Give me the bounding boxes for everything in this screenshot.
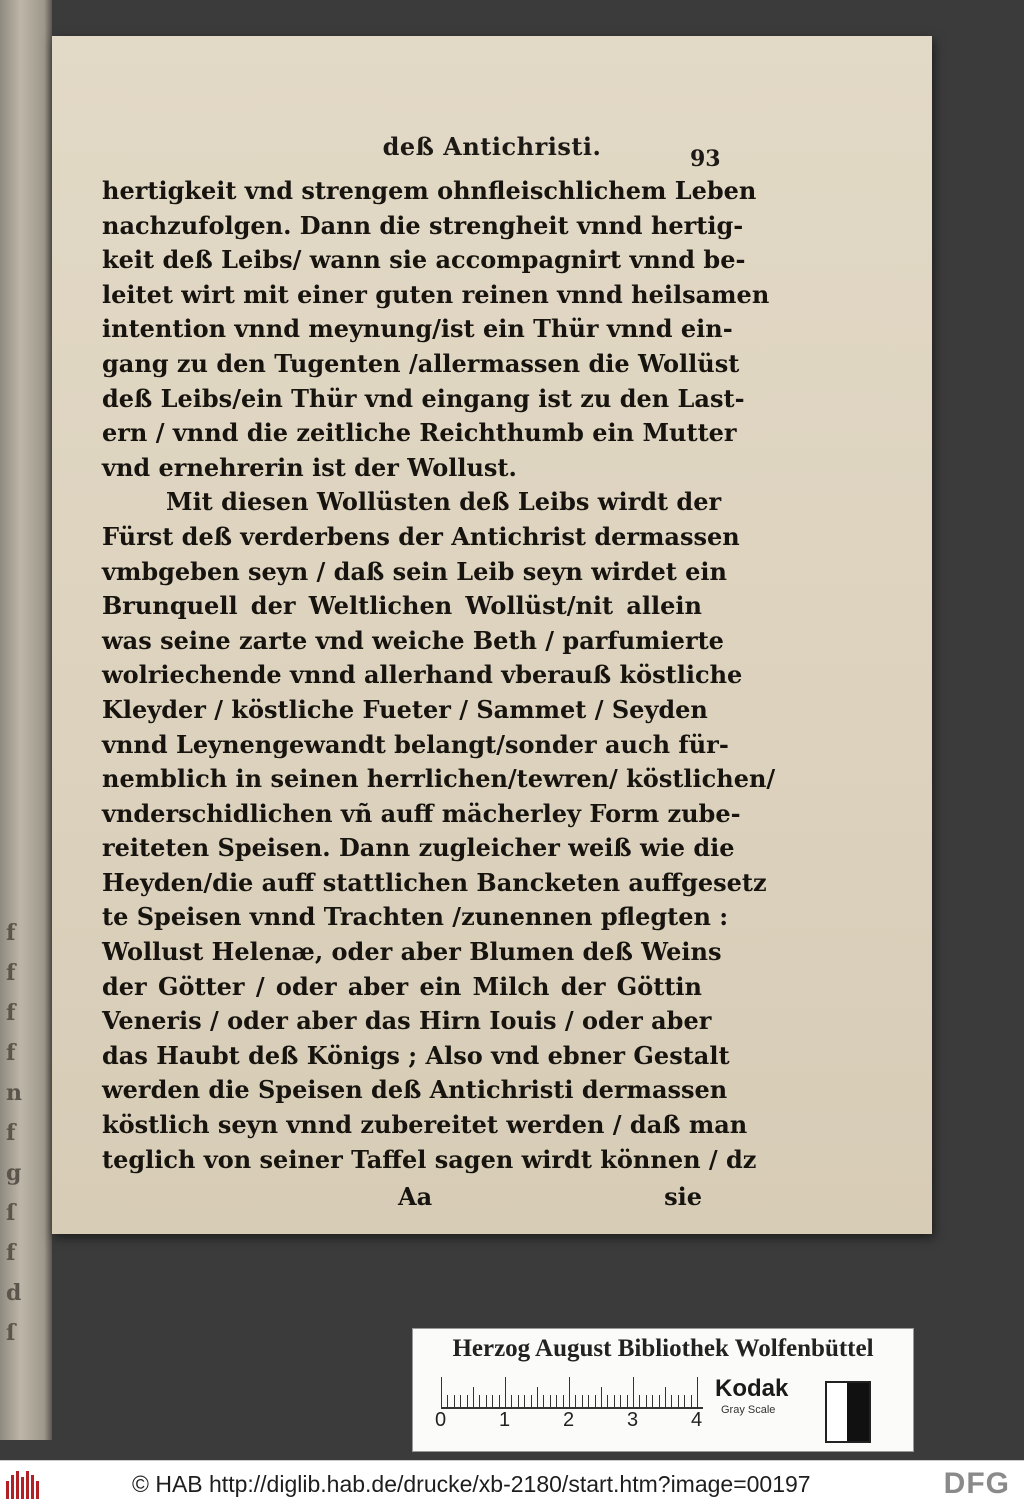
ruler-tick — [582, 1395, 583, 1407]
ruler-label: 1 — [499, 1409, 511, 1431]
hab-logo-bar — [26, 1471, 29, 1499]
text-line: vnnd Leynengewandt belangt/sonder auch für- — [102, 729, 729, 759]
previous-page-fragment: ſ — [6, 1200, 16, 1226]
running-head: deß Antichristi. — [382, 132, 602, 161]
text-line: Mit diesen Wollüsten deß Leibs wirdt der — [166, 487, 722, 517]
text-line: te Speisen vnnd Trachten /zunennen pflegten : — [102, 902, 729, 932]
ruler-tick — [659, 1395, 660, 1407]
text-line: reiteten Speisen. Dann zugleicher weiß wie die — [102, 833, 735, 863]
previous-page-fragment: f — [6, 1120, 16, 1146]
ruler-tick — [454, 1395, 455, 1407]
text-line: hertigkeit vnd strengem ohnfleischlichem Leben — [102, 176, 757, 205]
ruler-tick — [518, 1395, 519, 1407]
previous-page-edge — [0, 0, 52, 1440]
ruler-tick — [524, 1395, 525, 1407]
previous-page-fragment: f — [6, 1000, 16, 1026]
kodak-logo: Kodak — [715, 1375, 789, 1402]
previous-page-fragment: f — [6, 1240, 16, 1266]
text-line: nemblich in seinen herrlichen/tewren/ köstlichen/ — [102, 764, 776, 794]
ruler-tick — [467, 1395, 468, 1407]
ruler-tick — [678, 1395, 679, 1407]
previous-page-fragment: ſ — [6, 1320, 16, 1346]
ruler-label: 4 — [691, 1409, 703, 1431]
ruler-tick — [614, 1395, 615, 1407]
text-line: Wollust Helenæ, oder aber Blumen deß Weins — [102, 937, 722, 967]
white-patch — [827, 1383, 841, 1441]
ruler-tick — [473, 1387, 474, 1407]
text-line: teglich von seiner Taffel sagen wirdt können / dz — [102, 1144, 757, 1174]
ruler-tick — [441, 1377, 442, 1407]
text-line: leitet wirt mit einer guten reinen vnnd heilsamen — [102, 279, 770, 309]
text-line: vnderschidlichen vñ auff mächerley Form zube- — [102, 798, 741, 828]
ruler-tick — [460, 1395, 461, 1407]
ruler-tick — [511, 1395, 512, 1407]
hab-logo-bar — [6, 1481, 9, 1499]
kodak-color-card — [412, 1328, 914, 1452]
ruler-labels — [431, 1409, 711, 1435]
card-title: Herzog August Bibliothek Wolfenbüttel — [452, 1335, 874, 1362]
footer-bar — [0, 1460, 1024, 1509]
copyright-link[interactable]: © HAB http://diglib.hab.de/drucke/xb-2180/start.htm?image=00197 — [132, 1471, 811, 1497]
text-line: köstlich seyn vnnd zubereitet werden / daß man — [102, 1110, 748, 1140]
ruler-tick — [537, 1387, 538, 1407]
text-line: Veneris / oder aber das Hirn Iouis / oder aber — [102, 1006, 712, 1036]
ruler-tick — [447, 1395, 448, 1407]
ruler-tick — [652, 1395, 653, 1407]
signature-mark: Aa — [398, 1182, 433, 1211]
hab-logo-bar — [16, 1471, 19, 1499]
hab-logo-bar — [36, 1481, 39, 1499]
ruler-tick — [499, 1395, 500, 1407]
hab-logo-bar — [31, 1475, 34, 1499]
ruler-label: 3 — [627, 1409, 639, 1431]
text-line: ern / vnnd die zeitliche Reichthumb ein Mutter — [102, 418, 737, 448]
hab-logo-bar — [21, 1477, 24, 1499]
ruler-tick — [550, 1395, 551, 1407]
text-line: keit deß Leibs/ wann sie accompagnirt vnnd be- — [102, 245, 746, 275]
ruler-label: 2 — [563, 1409, 575, 1431]
ruler-tick — [492, 1395, 493, 1407]
ruler-tick — [543, 1395, 544, 1407]
previous-page-fragment: g — [6, 1160, 22, 1186]
ruler-tick — [569, 1377, 570, 1407]
ruler-tick — [627, 1395, 628, 1407]
text-line: vnd ernehrerin ist der Wollust. — [102, 452, 517, 482]
gray-scale-patches — [825, 1381, 871, 1443]
text-line: Kleyder / köstliche Fueter / Sammet / Seyden — [102, 694, 708, 724]
previous-page-fragment: d — [6, 1280, 22, 1306]
ruler-tick — [633, 1377, 634, 1407]
ruler-tick — [665, 1387, 666, 1407]
black-patch — [847, 1383, 869, 1441]
text-line: deß Leibs/ein Thür vnd eingang ist zu den Last- — [102, 383, 745, 413]
ruler-tick — [620, 1395, 621, 1407]
ruler-tick — [588, 1395, 589, 1407]
ruler-tick — [671, 1395, 672, 1407]
page-text — [102, 174, 776, 1177]
ruler-tick — [639, 1395, 640, 1407]
ruler-tick — [505, 1377, 506, 1407]
text-line: Brunquell der Weltlichen Wollüst/nit allein — [102, 591, 702, 621]
text-line: der Götter / oder aber ein Milch der Göttin — [102, 971, 702, 1001]
hab-logo-bar — [11, 1475, 14, 1499]
text-line: intention vnnd meynung/ist ein Thür vnnd ein- — [102, 314, 733, 344]
previous-page-fragment: f — [6, 960, 16, 986]
text-line: nachzufolgen. Dann die strengheit vnnd hertig- — [102, 210, 744, 240]
ruler-tick — [697, 1377, 698, 1407]
previous-page-fragment: f — [6, 1040, 16, 1066]
text-line: wolriechende vnnd allerhand vberauß köstliche — [102, 660, 743, 690]
page-number: 93 — [690, 146, 721, 172]
ruler-tick — [595, 1395, 596, 1407]
text-line: Heyden/die auff stattlichen Bancketen auffgesetz — [102, 867, 767, 897]
text-line: gang zu den Tugenten /allermassen die Wollüst — [102, 348, 740, 378]
ruler-tick — [563, 1395, 564, 1407]
text-line: vmbgeben seyn / daß sein Leib seyn wirdet ein — [102, 556, 727, 586]
ruler-tick — [575, 1395, 576, 1407]
ruler-tick — [607, 1395, 608, 1407]
text-line: das Haubt deß Königs ; Also vnd ebner Gestalt — [102, 1040, 730, 1070]
ruler-tick — [479, 1395, 480, 1407]
scale-ruler — [441, 1373, 703, 1409]
book-page — [52, 36, 932, 1234]
catchword: sie — [664, 1182, 702, 1211]
ruler-label: 0 — [435, 1409, 447, 1431]
text-line: was seine zarte vnd weiche Beth / parfumierte — [102, 625, 724, 655]
dfg-logo: DFG — [943, 1467, 1010, 1500]
text-line: werden die Speisen deß Antichristi dermassen — [102, 1075, 728, 1105]
ruler-tick — [646, 1395, 647, 1407]
ruler-tick — [486, 1395, 487, 1407]
hab-logo-icon — [6, 1471, 40, 1499]
kodak-subtitle: Gray Scale — [721, 1404, 776, 1416]
catchword-line — [102, 1182, 702, 1216]
text-line: Fürst deß verderbens der Antichrist dermassen — [102, 521, 740, 551]
ruler-tick — [691, 1395, 692, 1407]
ruler-tick — [531, 1395, 532, 1407]
previous-page-fragment: f — [6, 920, 16, 946]
previous-page-fragment: n — [6, 1080, 22, 1106]
ruler-tick — [556, 1395, 557, 1407]
ruler-tick — [601, 1387, 602, 1407]
ruler-tick — [684, 1395, 685, 1407]
